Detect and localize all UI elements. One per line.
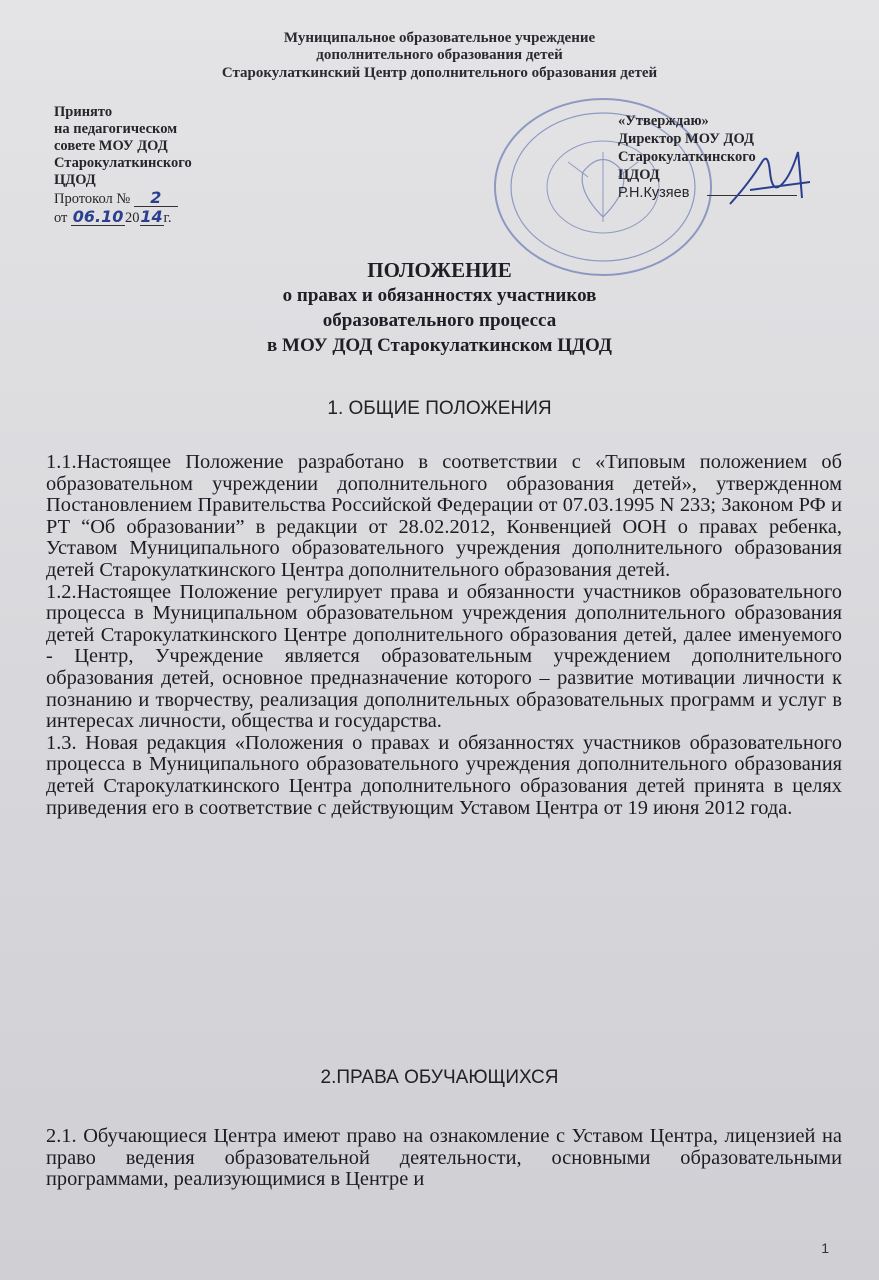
title-line-1: ПОЛОЖЕНИЕ (367, 258, 512, 282)
accepted-block (54, 104, 192, 227)
section-2-body (46, 1126, 842, 1191)
date-year-suffix: 14 (140, 207, 163, 226)
protocol-label: Протокол № (54, 191, 131, 207)
section-1-heading: 1. ОБЩИЕ ПОЛОЖЕНИЯ (327, 398, 552, 419)
approved-line-1: «Утверждаю» (618, 113, 709, 129)
document-title (0, 258, 879, 358)
accepted-line-3: совете МОУ ДОД (54, 138, 168, 154)
date-day-month: 06.10 (72, 207, 124, 226)
approved-line-2: Директор МОУ ДОД (618, 131, 754, 147)
approved-line-3: Старокулаткинского (618, 149, 756, 165)
org-line-3: Старокулаткинский Центр дополнительного образования детей (221, 65, 658, 81)
org-line-2: дополнительного образования детей (316, 47, 563, 63)
protocol-line (54, 189, 192, 208)
date-suffix: г. (163, 210, 172, 226)
paragraph-2-1: 2.1. Обучающиеся Центра имеют право на ознакомление с Уставом Центра, лицензией на право ведения образовательной деятельности, основными образовательными программами, реализующимися в Центре и (46, 1125, 842, 1191)
protocol-number: 2 (134, 189, 178, 207)
paragraph-1-3: 1.3. Новая редакция «Положения о правах и обязанностях участников образовательного процесса в Муниципального образовательного учреждения дополнительного образования детей Старокулаткинского Центра дополнительного образования детей принята в целях приведения его в соответствие с действующим Уставом Центра от 19 июня 2012 года. (46, 731, 842, 819)
paragraph-1-2: 1.2.Настоящее Положение регулирует права и обязанности участников образовательного процесса в Муниципальном образовательном учреждения дополнительного образования детей Старокулаткинского Центре дополнительного образования детей, далее именуемого - Центр, Учреждение является образовательным учреждением дополнительного образования детей, основное предназначение которого – развитие мотивации личности к познанию и творчеству, реализация дополнительных образовательных программ и услуг в интересах личности, общества и государства. (46, 580, 842, 733)
title-line-4: в МОУ ДОД Старокулаткинском ЦДОД (267, 335, 612, 356)
date-year-prefix: 20 (125, 210, 140, 226)
section-1-body (46, 452, 842, 819)
title-line-2: о правах и обязанностях участников (282, 285, 597, 306)
paragraph-1-1: 1.1.Настоящее Положение разработано в соответствии с «Типовым положением об образовательном учреждении дополнительного образования детей», утвержденном Постановлением Правительства Российской Федерации от 07.03.1995 N 233; Законом РФ и РТ “Об образовании” в редакции от 28.02.2012, Конвенцией ООН о правах ребенка, Уставом Муниципального образовательного учреждения дополнительного образования детей Старокулаткинского Центра дополнительного образования детей. (46, 451, 842, 581)
accepted-line-1: Принято (54, 104, 113, 120)
protocol-date-line (54, 208, 192, 227)
approved-line-4: ЦДОД (618, 167, 660, 183)
accepted-line-5: ЦДОД (54, 172, 96, 188)
director-signature (710, 142, 820, 214)
org-line-1: Муниципальное образовательное учреждение (283, 30, 596, 46)
director-name: Р.Н.Кузяев (618, 185, 690, 201)
accepted-line-2: на педагогическом (54, 121, 178, 137)
title-line-3: образовательного процесса (322, 310, 557, 331)
section-2-heading: 2.ПРАВА ОБУЧАЮЩИХСЯ (320, 1067, 559, 1088)
page-number: 1 (821, 1240, 829, 1256)
accepted-line-4: Старокулаткинского (54, 155, 192, 171)
date-prefix: от (54, 210, 68, 226)
